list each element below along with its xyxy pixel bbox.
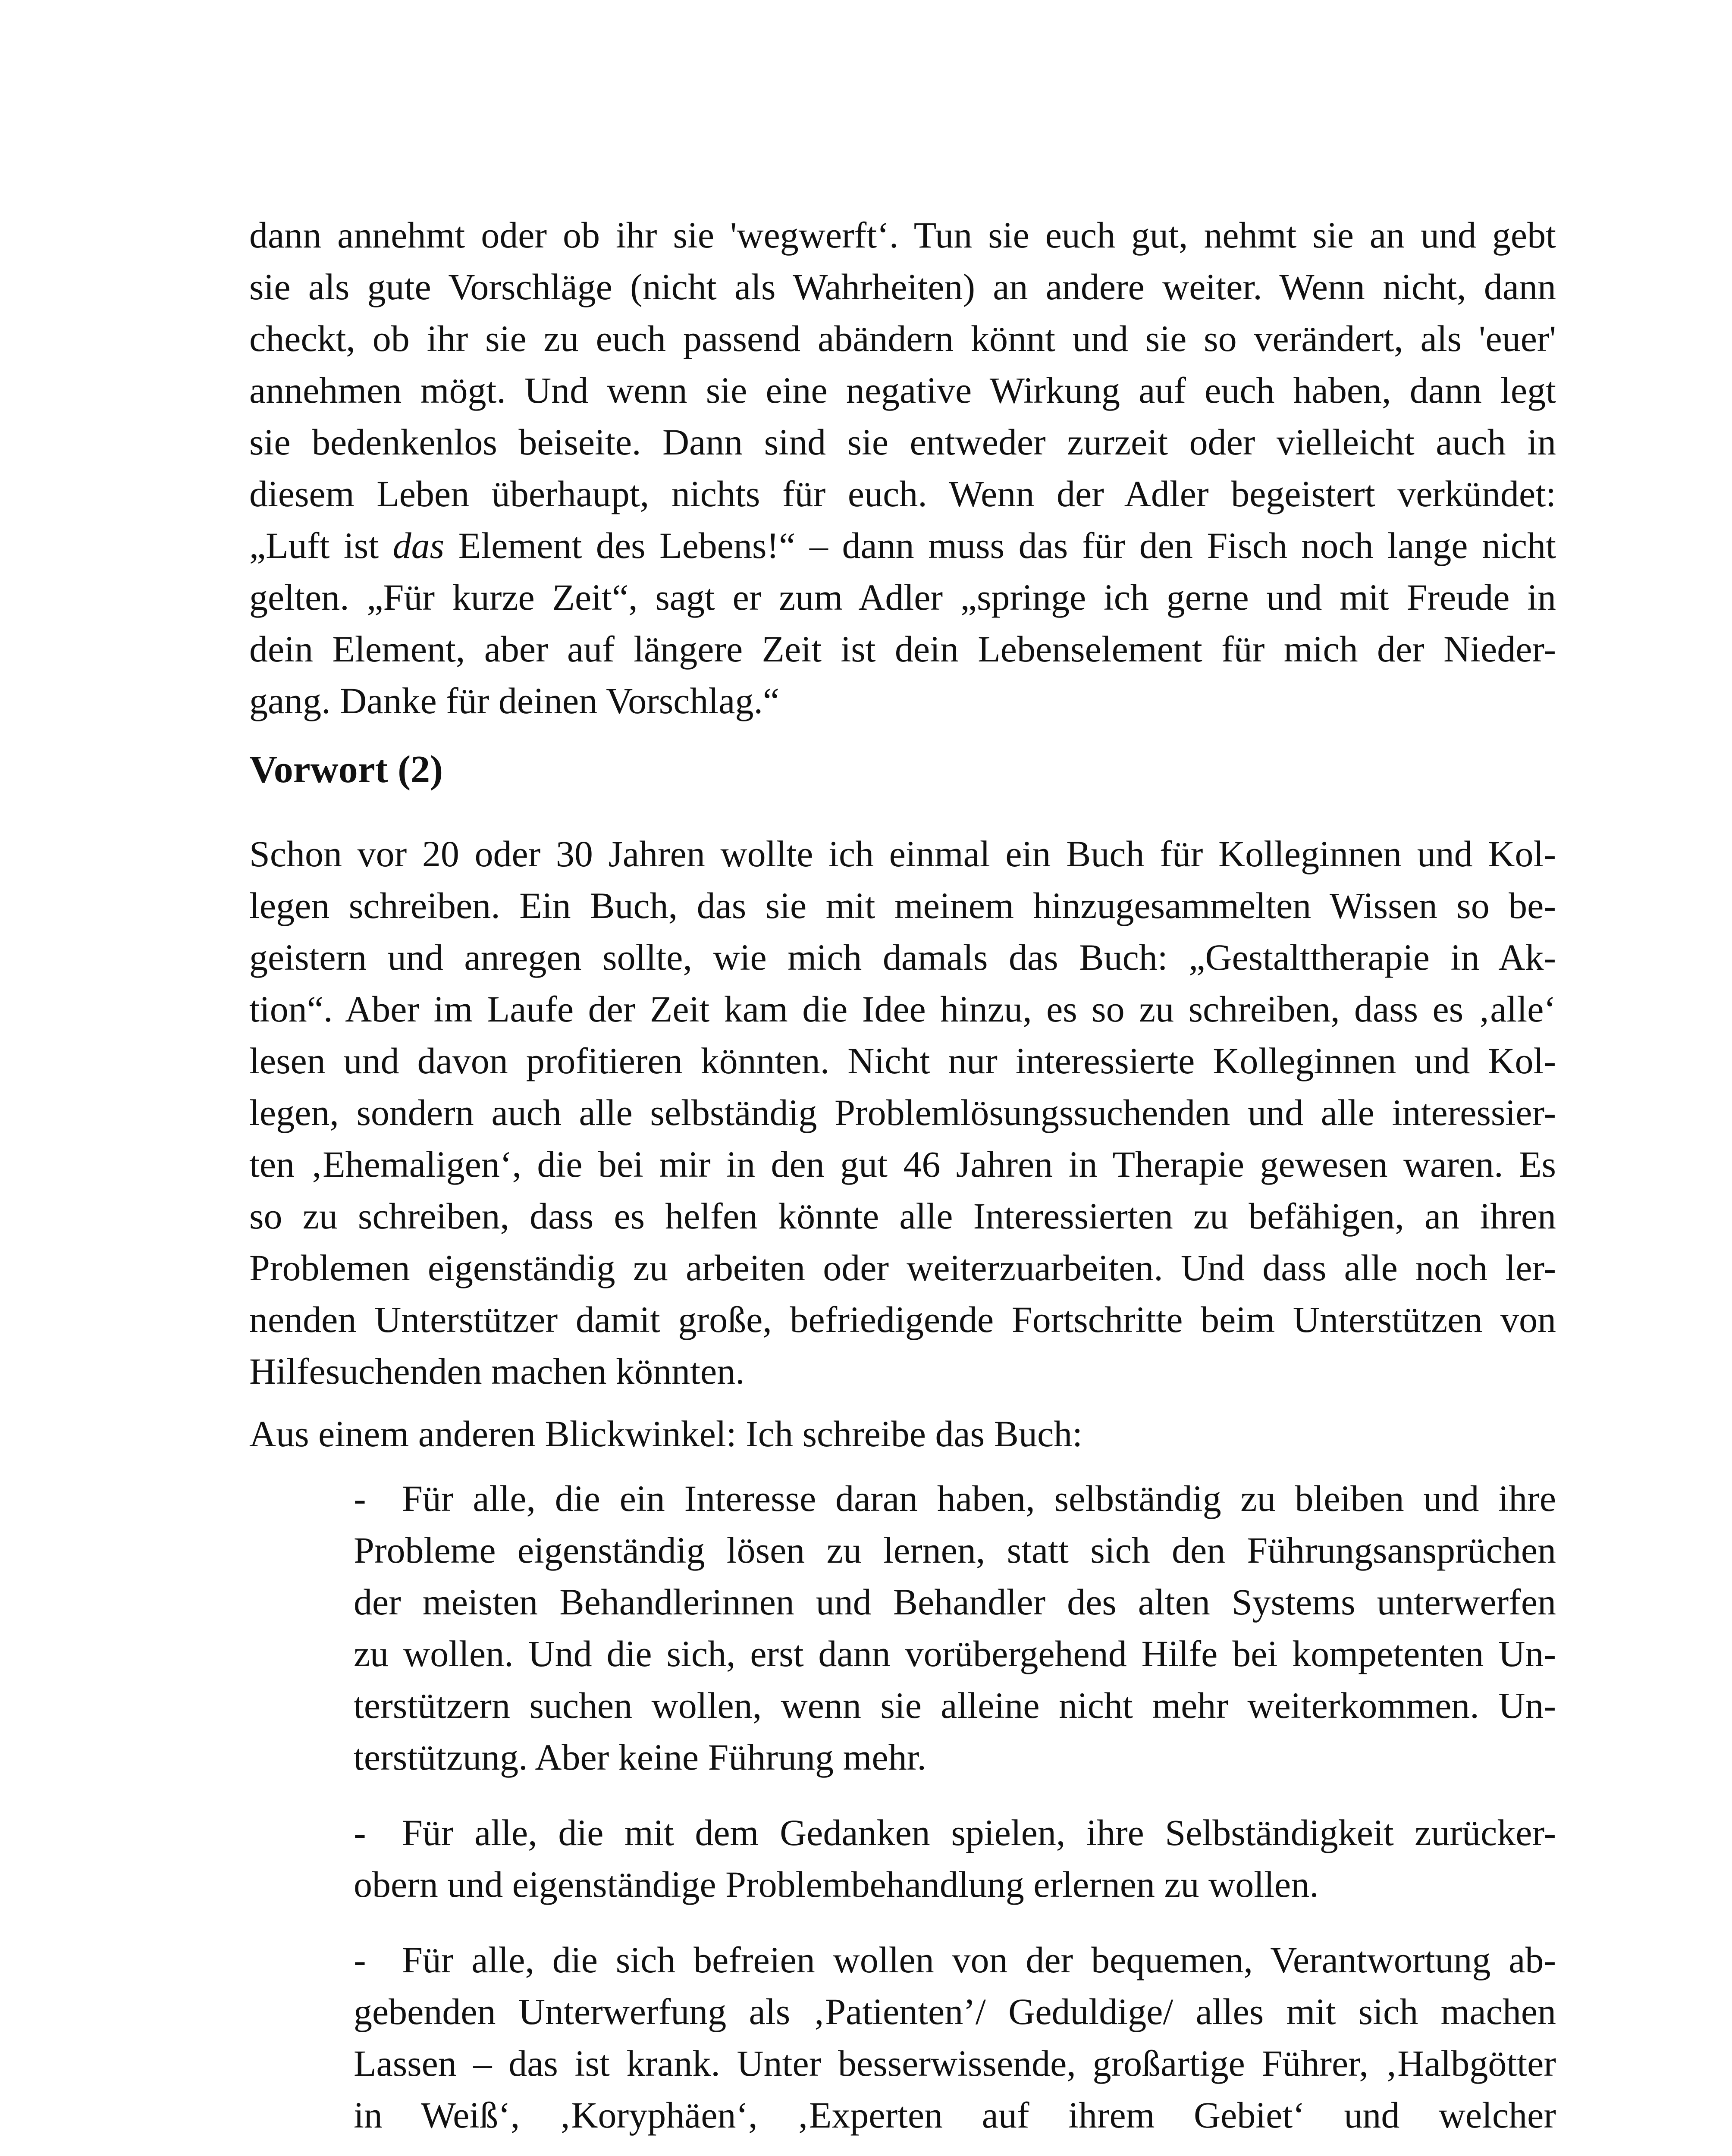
paragraph-blickwinkel: [249, 1408, 1556, 1460]
text-line: legen schreiben. Ein Buch, das sie mit meinem hinzugesammelten Wissen so be-: [249, 885, 1556, 926]
text-fragment: Für alle, die ein Interesse daran haben, selbständig zu bleiben und ihre: [402, 1478, 1556, 1519]
text-fragment: Für alle, die sich befreien wollen von der bequemen, Verantwortung ab-: [402, 1939, 1556, 1981]
text-line: Schon vor 20 oder 30 Jahren wollte ich einmal ein Buch für Kolleginnen und Kol-: [249, 833, 1556, 874]
text-line: in Weiß‘, ‚Koryphäen‘, ‚Experten auf ihrem Gebiet‘ und welcher: [354, 2094, 1556, 2136]
bullet-dash: -: [354, 1812, 366, 1853]
paragraph-vorwort: [249, 828, 1556, 1397]
text-line: terstützung. Aber keine Führung mehr.: [354, 1736, 926, 1778]
bullet-item: [354, 1473, 1556, 1783]
bullet-dash: -: [354, 1478, 366, 1519]
text-line: checkt, ob ihr sie zu euch passend abändern könnt und sie so verändert, als 'euer': [249, 318, 1556, 359]
text-fragment: Für alle, die mit dem Gedanken spielen, ihre Selbständigkeit zurücker-: [402, 1812, 1556, 1853]
text-line-with-italic: [249, 520, 1556, 571]
text-line: gang. Danke für deinen Vorschlag.“: [249, 680, 780, 721]
text-line: zu wollen. Und die sich, erst dann vorübergehend Hilfe bei kompetenten Un-: [354, 1633, 1556, 1674]
text-line: legen, sondern auch alle selbständig Problemlösungssuchenden und alle interessier-: [249, 1092, 1556, 1133]
text-line: gelten. „Für kurze Zeit“, sagt er zum Adler „springe ich gerne und mit Freude in: [249, 577, 1556, 618]
text-fragment: „Luft ist: [249, 525, 393, 566]
text-line: dein Element, aber auf längere Zeit ist dein Lebenselement für mich der Nieder-: [249, 628, 1556, 670]
text-line: [354, 1934, 1556, 1986]
text-line: sie als gute Vorschläge (nicht als Wahrheiten) an andere weiter. Wenn nicht, dann: [249, 266, 1556, 307]
text-line: Hilfesuchenden machen könnten.: [249, 1351, 745, 1392]
italic-word: das: [392, 525, 445, 566]
text-line: Probleme eigenständig lösen zu lernen, statt sich den Führungsansprüchen: [354, 1529, 1556, 1571]
text-line: lesen und davon profitieren könnten. Nicht nur interessierte Kolleginnen und Kol-: [249, 1040, 1556, 1081]
text-line: terstützern suchen wollen, wenn sie alleine nicht mehr weiterkommen. Un-: [354, 1685, 1556, 1726]
text-fragment: Element des Lebens!“ – dann muss das für den Fisch noch lange nicht: [444, 525, 1556, 566]
section-heading: Vorwort (2): [249, 748, 443, 791]
text-line: geistern und anregen sollte, wie mich damals das Buch: „Gestalttherapie in Ak-: [249, 937, 1556, 978]
text-line: sie bedenkenlos beiseite. Dann sind sie entweder zurzeit oder vielleicht auch in: [249, 421, 1556, 463]
text-line: so zu schreiben, dass es helfen könnte alle Interessierten zu befähigen, an ihren: [249, 1195, 1556, 1237]
text-line: nenden Unterstützer damit große, befriedigende Fortschritte beim Unterstützen von: [249, 1299, 1556, 1340]
text-line: tion“. Aber im Laufe der Zeit kam die Idee hinzu, es so zu schreiben, dass es ‚alle‘: [249, 988, 1556, 1030]
text-line: dann annehmt oder ob ihr sie 'wegwerft‘. Tun sie euch gut, nehmt sie an und gebt: [249, 214, 1556, 256]
text-line: obern und eigenständige Problembehandlung erlernen zu wollen.: [354, 1864, 1319, 1905]
bullet-item: [354, 1807, 1556, 1910]
text-line: [354, 1807, 1556, 1858]
text-line: diesem Leben überhaupt, nichts für euch. Wenn der Adler begeistert verkündet:: [249, 473, 1556, 514]
text-line: ten ‚Ehemaligen‘, die bei mir in den gut 46 Jahren in Therapie gewesen waren. Es: [249, 1144, 1556, 1185]
text-line: annehmen mögt. Und wenn sie eine negative Wirkung auf euch haben, dann legt: [249, 370, 1556, 411]
text-line: Lassen – das ist krank. Unter besserwissende, großartige Führer, ‚Halbgötter: [354, 2043, 1556, 2084]
bullet-dash: -: [354, 1939, 366, 1981]
continuation-paragraph: [249, 209, 1556, 727]
text-line: Aus einem anderen Blickwinkel: Ich schreibe das Buch:: [249, 1413, 1083, 1454]
text-line: gebenden Unterwerfung als ‚Patienten’/ Geduldige/ alles mit sich machen: [354, 1991, 1556, 2032]
text-line: Problemen eigenständig zu arbeiten oder weiterzuarbeiten. Und dass alle noch ler-: [249, 1247, 1556, 1288]
text-line: [354, 1473, 1556, 1524]
text-line: der meisten Behandlerinnen und Behandler des alten Systems unterwerfen: [354, 1581, 1556, 1623]
bullet-item: [354, 1934, 1556, 2141]
